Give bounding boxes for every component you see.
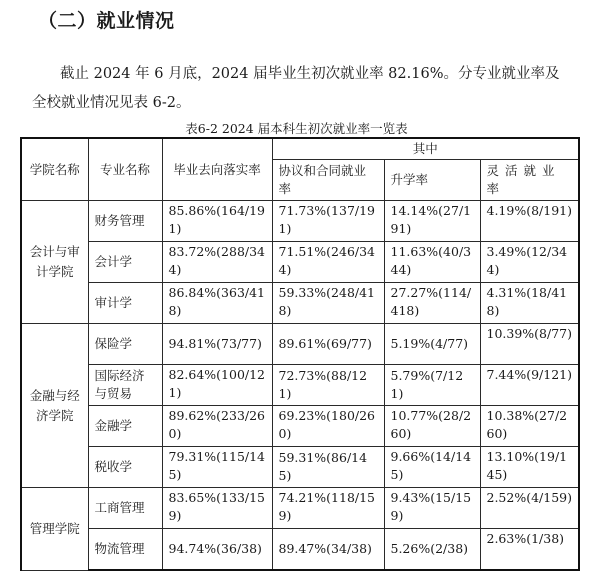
contract-cell: 69.23%(180/260) (272, 406, 384, 447)
further-study-cell: 9.66%(14/145) (384, 447, 480, 488)
header-major: 专业名称 (88, 138, 162, 201)
employment-rate-table (20, 137, 580, 571)
major-cell: 审计学 (88, 283, 162, 324)
table-row (21, 529, 579, 571)
placement-cell: 83.72%(288/344) (162, 242, 272, 283)
table-row (21, 406, 579, 447)
college-cell: 管理学院 (21, 488, 88, 571)
further-study-cell: 27.27%(114/418) (384, 283, 480, 324)
further-study-cell: 5.79%(7/121) (384, 365, 480, 406)
further-study-cell: 11.63%(40/344) (384, 242, 480, 283)
contract-cell: 89.47%(34/38) (272, 529, 384, 571)
table-caption: 表6-2 2024 届本科生初次就业率一览表 (185, 121, 408, 136)
major-cell: 工商管理 (88, 488, 162, 529)
placement-cell: 86.84%(363/418) (162, 283, 272, 324)
flexible-cell: 10.38%(27/260) (480, 406, 579, 447)
flexible-cell: 7.44%(9/121) (480, 365, 579, 406)
contract-cell: 74.21%(118/159) (272, 488, 384, 529)
header-placement-rate: 毕业去向落实率 (162, 138, 272, 201)
contract-cell: 71.73%(137/191) (272, 201, 384, 242)
college-cell: 金融与经济学院 (21, 324, 88, 488)
table-row (21, 324, 579, 365)
flexible-cell: 13.10%(19/145) (480, 447, 579, 488)
header-contract-rate: 协议和合同就业率 (272, 160, 384, 201)
further-study-cell: 14.14%(27/191) (384, 201, 480, 242)
college-cell: 会计与审计学院 (21, 201, 88, 324)
header-of-which: 其中 (272, 138, 579, 160)
flexible-cell: 10.39%(8/77) (480, 324, 579, 365)
further-study-cell: 10.77%(28/260) (384, 406, 480, 447)
further-study-cell: 5.19%(4/77) (384, 324, 480, 365)
major-cell: 物流管理 (88, 529, 162, 571)
table-row (21, 447, 579, 488)
table-row (21, 283, 579, 324)
major-cell: 保险学 (88, 324, 162, 365)
placement-cell: 89.62%(233/260) (162, 406, 272, 447)
contract-cell: 59.31%(86/145) (272, 447, 384, 488)
major-cell: 税收学 (88, 447, 162, 488)
placement-cell: 94.81%(73/77) (162, 324, 272, 365)
flexible-cell: 3.49%(12/344) (480, 242, 579, 283)
flexible-cell: 2.63%(1/38) (480, 529, 579, 571)
table-row (21, 365, 579, 406)
flexible-cell: 2.52%(4/159) (480, 488, 579, 529)
header-flexible-rate: 灵活就业率 (480, 160, 579, 201)
contract-cell: 59.33%(248/418) (272, 283, 384, 324)
table-row (21, 201, 579, 242)
major-cell: 金融学 (88, 406, 162, 447)
header-college: 学院名称 (21, 138, 88, 201)
major-cell: 财务管理 (88, 201, 162, 242)
contract-cell: 72.73%(88/121) (272, 365, 384, 406)
placement-cell: 79.31%(115/145) (162, 447, 272, 488)
placement-cell: 82.64%(100/121) (162, 365, 272, 406)
placement-cell: 83.65%(133/159) (162, 488, 272, 529)
table-row (21, 242, 579, 283)
contract-cell: 71.51%(246/344) (272, 242, 384, 283)
placement-cell: 85.86%(164/191) (162, 201, 272, 242)
intro-paragraph: 截止 2024 年 6 月底，2024 届毕业生初次就业率 82.16%。分专业就业率及全校就业情况见表 6-2。 (32, 66, 560, 111)
placement-cell: 94.74%(36/38) (162, 529, 272, 571)
further-study-cell: 5.26%(2/38) (384, 529, 480, 571)
table-row (21, 488, 579, 529)
section-heading: （二）就业情况 (38, 10, 175, 32)
header-further-study-rate: 升学率 (384, 160, 480, 201)
major-cell: 国际经济与贸易 (88, 365, 162, 406)
further-study-cell: 9.43%(15/159) (384, 488, 480, 529)
flexible-cell: 4.19%(8/191) (480, 201, 579, 242)
major-cell: 会计学 (88, 242, 162, 283)
flexible-cell: 4.31%(18/418) (480, 283, 579, 324)
contract-cell: 89.61%(69/77) (272, 324, 384, 365)
